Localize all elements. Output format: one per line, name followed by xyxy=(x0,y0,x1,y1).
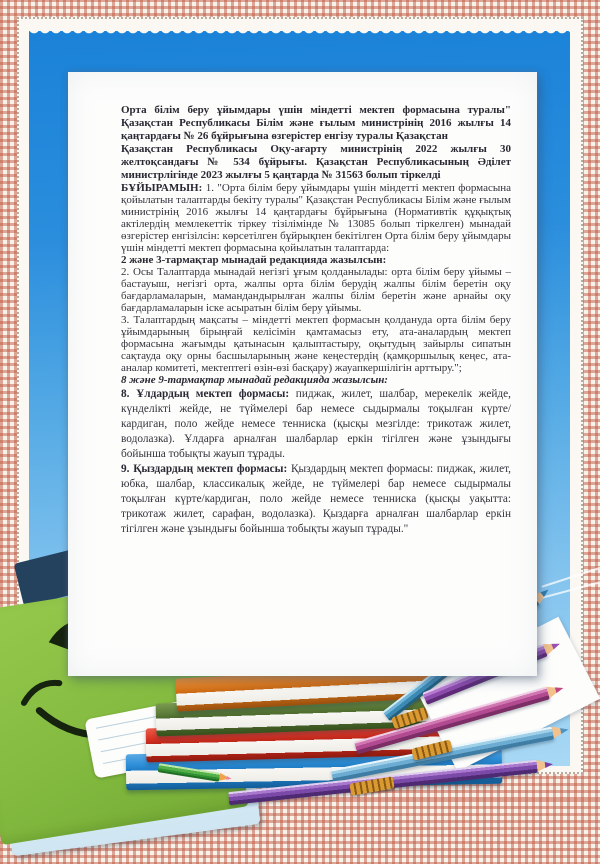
document-subtitle: Қазақстан Республикасы Оқу-ағарту министрінің 2022 жылғы 30 желтоқсандағы № 534 бұйрығы. Қазақстан Республикасының Әділет министрлігінде 2023 жылғы 5 қаңтарда № 31563 болып тіркелді xyxy=(121,143,511,181)
paragraph-text: 1. "Орта білім беру ұйымдары үшін міндетті мектеп формасына қойылатын талаптарды бекіту туралы" Қазақстан Республикасы Білім және ғылым министрінің 2016 жылғы 14 қаңтардағы бұйрығына (Нормативтік құқықтық актілердің мемлекеттік тіркеу тізілімінде № 13085 болып тіркелген) мынадай өзгерістер енгізілсін: көрсетілген бұйрықпен бекітілген Орта білім беру ұйымдары үшін міндетті мектеп формасына қойылатын талаптарда: xyxy=(121,182,511,254)
document-paragraph-9 xyxy=(121,462,511,537)
scanned-document-page xyxy=(68,72,537,676)
paragraph-text: пиджак, жилет, шалбар, мерекелік жейде, күнделікті жейде, не түймелері бар немесе сыдырмалы тоқылған күрте/кардиган, поло жейде немесе тенниска (қысқы мезгілде: трикотаж жилет, водолазка). Ұлдарға арналған шалбарлар еркін тігілген және ұзындығы бойынша тобықты жауып тұрады. xyxy=(121,388,511,460)
document-title: Орта білім беру ұйымдары үшін міндетті мектеп формасына туралы" Қазақстан Республикасы Білім және ғылым министрінің 2016 жылғы 14 қаңтардағы № 26 бұйрығына өзгерістер енгізу туралы Қазақстан xyxy=(121,104,511,142)
paragraph-lead: БҰЙЫРАМЫН: xyxy=(121,182,203,194)
paragraph-lead: 8. Ұлдардың мектеп формасы: xyxy=(121,388,290,400)
document-paragraph-2: 2. Осы Талаптарда мынадай негізгі ұғым қолданылады: орта білім беру ұйымы – бастауыш, негізгі орта, жалпы орта білім берудің жалпы білім беретін оқу бағдарламаларын, мамандандырылған жалпы білім беретін және арнайы оқу бағдарламаларын іске асыратын білім беру ұйымы. xyxy=(121,266,511,314)
document-paragraph-order xyxy=(121,182,511,254)
paragraph-text: Қыздардың мектеп формасы: пиджак, жилет, юбка, шалбар, классикалық жейде, не түймелері бар немесе сыдырмалы тоқылған күрте/кардиган, поло жейде немесе тенниска (қысқы уақытта: трикотаж жилет, сарафан, водолазка). Қыздарға арналған шалбарлар еркін тігілген және ұзындығы бойынша тобықты жауып тұрады." xyxy=(121,463,511,535)
document-subheading-items-8-9: 8 және 9-тармақтар мынадай редакцияда жазылсын: xyxy=(121,374,388,386)
document-paragraph-8 xyxy=(121,387,511,462)
document-subheading-items-2-3: 2 және 3-тармақтар мынадай редакцияда жазылсын: xyxy=(121,254,387,266)
paragraph-lead: 9. Қыздардың мектеп формасы: xyxy=(121,463,288,475)
document-paragraph-3: 3. Талаптардың мақсаты – міндетті мектеп формасын қолдануда орта білім беру ұйымдарының бірыңғай келісімін қамтамасыз ету, ата-аналардың мектеп формасына жағымды қатынасын қалыптастыру, оқытудың зайырлы сипатын сақтауда оқу орны басшыларының және кеңестердің (қамқоршылық кеңес, ата-аналар комитеті, мектептегі өзін-өзі басқару) жауапкершілігін арттыру."; xyxy=(121,314,511,374)
